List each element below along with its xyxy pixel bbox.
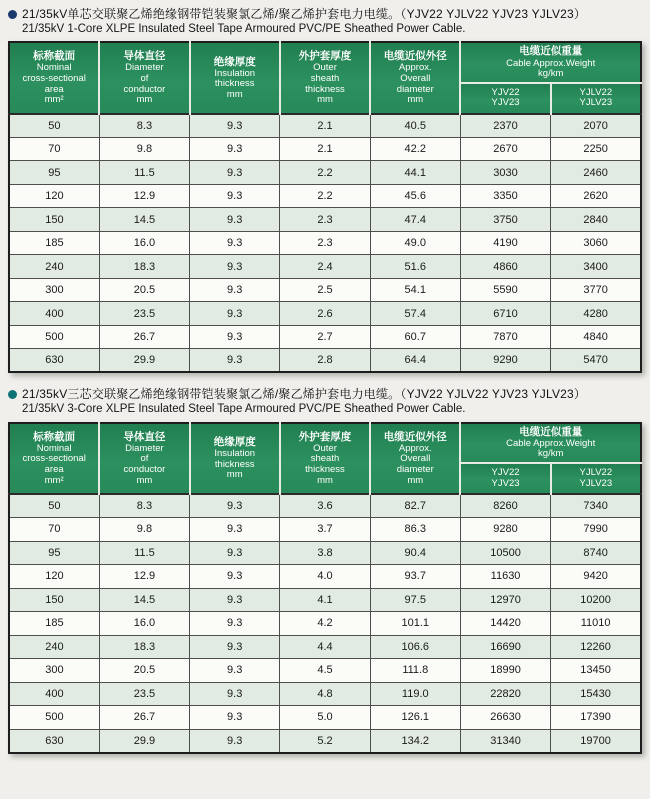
table-cell: 29.9 [99,729,189,753]
table-cell: 14.5 [99,588,189,612]
table-cell: 5.0 [280,706,370,730]
table-cell: 3400 [551,255,641,279]
table-row [9,682,641,706]
table-cell: 50 [9,494,99,518]
table-cell: 12260 [551,635,641,659]
table-cell: 2250 [551,137,641,161]
table-cell: 101.1 [370,612,460,636]
table-cell: 150 [9,208,99,232]
table-cell: 400 [9,302,99,326]
column-header-zh: 电缆近似外径 [383,50,447,63]
table-cell: 9.3 [190,588,280,612]
table-row [9,325,641,349]
table-cell: 22820 [460,682,550,706]
table-row [9,349,641,373]
table-cell: 14420 [460,612,550,636]
table-row [9,161,641,185]
table-cell: 120 [9,565,99,589]
table-cell: 50 [9,114,99,138]
table-cell: 82.7 [370,494,460,518]
table-cell: 4.8 [280,682,370,706]
table-cell: 18.3 [99,255,189,279]
table-cell: 9.3 [190,518,280,542]
table-cell: 3060 [551,231,641,255]
column-header-yjlv22 [551,463,641,494]
table-cell: 15430 [551,682,641,706]
table-cell: 23.5 [99,682,189,706]
table-cell: 11010 [551,612,641,636]
table-cell: 7870 [460,325,550,349]
column-header-conductor-diameter [99,42,189,113]
table-cell: 2460 [551,161,641,185]
table-cell: 9.3 [190,706,280,730]
column-header-en: Approx. Overall diameter mm [396,62,434,106]
table-row [9,208,641,232]
spec-table-three-core [8,422,642,754]
table-cell: 500 [9,325,99,349]
table-cell: 5.2 [280,729,370,753]
table-cell: 14.5 [99,208,189,232]
table-cell: 54.1 [370,278,460,302]
table-cell: 240 [9,255,99,279]
table-cell: 49.0 [370,231,460,255]
table-cell: 47.4 [370,208,460,232]
table-cell: 2370 [460,114,550,138]
column-header-sheath-thickness [280,423,370,494]
column-header-en: Nominal cross-sectional area mm² [22,62,86,106]
table-cell: 2.3 [280,231,370,255]
section-title [8,387,642,416]
column-header-en: Cable Approx.Weight kg/km [506,57,596,80]
table-cell: 7990 [551,518,641,542]
sub-column-label: YJLV22 YJLV23 [579,466,613,489]
table-cell: 13450 [551,659,641,683]
section-title [8,7,642,36]
column-header-en: Cable Approx.Weight kg/km [506,437,596,460]
section-three-core [8,387,642,753]
table-cell: 300 [9,659,99,683]
table-cell: 5470 [551,349,641,373]
table-header [9,42,641,113]
table-cell: 42.2 [370,137,460,161]
table-cell: 51.6 [370,255,460,279]
table-cell: 9.3 [190,541,280,565]
table-row [9,137,641,161]
table-cell: 300 [9,278,99,302]
column-header-zh: 标称截面 [33,430,76,443]
table-cell: 5590 [460,278,550,302]
table-row [9,494,641,518]
column-header-en: Diameter of conductor mm [123,442,166,486]
column-header-en: Insulation thickness mm [214,67,256,100]
column-header-en: Insulation thickness mm [214,447,256,481]
column-header-en: Outer sheath thickness mm [305,62,345,106]
column-header-nominal-area [9,423,99,494]
bullet-icon [8,10,17,19]
table-cell: 134.2 [370,729,460,753]
table-cell: 9.3 [190,184,280,208]
table-cell: 119.0 [370,682,460,706]
table-header [9,423,641,494]
table-cell: 2620 [551,184,641,208]
table-cell: 26.7 [99,325,189,349]
table-cell: 4.1 [280,588,370,612]
table-cell: 9.3 [190,137,280,161]
table-cell: 9.3 [190,114,280,138]
table-row [9,659,641,683]
table-cell: 2670 [460,137,550,161]
column-header-weight-group [460,42,641,82]
table-cell: 9.3 [190,255,280,279]
column-header-en: Approx. Overall diameter mm [396,442,434,486]
table-cell: 16.0 [99,231,189,255]
table-cell: 9.3 [190,612,280,636]
section-title-en: 21/35kV 1-Core XLPE Insulated Steel Tape Armoured PVC/PE Sheathed Power Cable. [22,23,466,35]
table-cell: 12970 [460,588,550,612]
column-header-nominal-area [9,42,99,113]
table-cell: 18.3 [99,635,189,659]
table-cell: 95 [9,161,99,185]
table-cell: 70 [9,518,99,542]
table-cell: 12.9 [99,565,189,589]
table-cell: 9.8 [99,518,189,542]
table-cell: 185 [9,612,99,636]
table-cell: 2.2 [280,184,370,208]
table-cell: 9.3 [190,494,280,518]
column-header-en: Outer sheath thickness mm [305,442,345,486]
table-cell: 10500 [460,541,550,565]
table-cell: 45.6 [370,184,460,208]
table-cell: 95 [9,541,99,565]
table-cell: 4.5 [280,659,370,683]
table-cell: 630 [9,729,99,753]
column-header-yjv22 [460,83,550,114]
table-cell: 4280 [551,302,641,326]
table-cell: 3750 [460,208,550,232]
table-cell: 97.5 [370,588,460,612]
column-header-zh: 电缆近似重量 [519,45,583,58]
column-header-weight-group [460,423,641,463]
table-cell: 6710 [460,302,550,326]
table-cell: 2.1 [280,137,370,161]
table-cell: 4.4 [280,635,370,659]
table-cell: 29.9 [99,349,189,373]
table-cell: 31340 [460,729,550,753]
table-row [9,302,641,326]
table-cell: 7340 [551,494,641,518]
table-cell: 111.8 [370,659,460,683]
table-row [9,518,641,542]
column-header-sheath-thickness [280,42,370,113]
table-cell: 16.0 [99,612,189,636]
table-cell: 150 [9,588,99,612]
table-cell: 2.3 [280,208,370,232]
table-cell: 4.0 [280,565,370,589]
table-cell: 9280 [460,518,550,542]
table-cell: 9.3 [190,565,280,589]
section-single-core [8,7,642,373]
column-header-zh: 绝缘厚度 [213,55,256,68]
table-cell: 10200 [551,588,641,612]
table-cell: 8.3 [99,114,189,138]
table-cell: 11.5 [99,161,189,185]
table-row [9,612,641,636]
table-row [9,729,641,753]
table-cell: 8260 [460,494,550,518]
column-header-insulation-thickness [190,42,280,113]
table-cell: 2070 [551,114,641,138]
table-cell: 12.9 [99,184,189,208]
section-title-zh: 21/35kV单芯交联聚乙烯绝缘钢带铠装聚氯乙烯/聚乙烯护套电力电缆。（YJV22 YJLV22 YJV23 YJLV23） [22,7,587,21]
table-cell: 9.3 [190,161,280,185]
sub-column-label: YJLV22 YJLV23 [579,86,613,109]
table-cell: 57.4 [370,302,460,326]
table-cell: 126.1 [370,706,460,730]
table-cell: 9.3 [190,682,280,706]
table-cell: 4.2 [280,612,370,636]
column-header-zh: 电缆近似外径 [383,430,447,443]
table-cell: 2.5 [280,278,370,302]
column-header-zh: 电缆近似重量 [519,425,583,438]
table-cell: 9.3 [190,659,280,683]
table-cell: 2.4 [280,255,370,279]
table-cell: 11.5 [99,541,189,565]
table-row [9,255,641,279]
table-cell: 2.6 [280,302,370,326]
column-header-zh: 外护套厚度 [298,430,352,443]
table-cell: 3770 [551,278,641,302]
table-cell: 3.8 [280,541,370,565]
column-header-zh: 绝缘厚度 [213,435,256,448]
table-row [9,565,641,589]
table-cell: 500 [9,706,99,730]
table-cell: 17390 [551,706,641,730]
table-cell: 19700 [551,729,641,753]
column-header-zh: 导体直径 [123,430,166,443]
table-cell: 400 [9,682,99,706]
table-cell: 9.8 [99,137,189,161]
table-cell: 18990 [460,659,550,683]
column-header-yjlv22 [551,83,641,114]
table-cell: 240 [9,635,99,659]
table-cell: 9.3 [190,278,280,302]
table-cell: 8740 [551,541,641,565]
column-header-yjv22 [460,463,550,494]
table-cell: 4190 [460,231,550,255]
table-cell: 120 [9,184,99,208]
sub-column-label: YJV22 YJV23 [491,466,520,489]
table-row [9,278,641,302]
table-row [9,114,641,138]
table-cell: 2.2 [280,161,370,185]
table-cell: 3.6 [280,494,370,518]
section-title-en: 21/35kV 3-Core XLPE Insulated Steel Tape Armoured PVC/PE Sheathed Power Cable. [22,403,466,416]
column-header-insulation-thickness [190,423,280,494]
spec-table-single-core [8,41,642,373]
table-cell: 9.3 [190,231,280,255]
table-cell: 106.6 [370,635,460,659]
table-cell: 8.3 [99,494,189,518]
table-cell: 40.5 [370,114,460,138]
table-row [9,541,641,565]
table-cell: 2.1 [280,114,370,138]
table-cell: 70 [9,137,99,161]
table-cell: 630 [9,349,99,373]
table-row [9,635,641,659]
table-cell: 4860 [460,255,550,279]
bullet-icon [8,390,17,399]
column-header-overall-diameter [370,42,460,113]
table-cell: 11630 [460,565,550,589]
table-cell: 4840 [551,325,641,349]
table-cell: 3.7 [280,518,370,542]
table-cell: 9.3 [190,349,280,373]
table-cell: 9.3 [190,302,280,326]
column-header-en: Nominal cross-sectional area mm² [22,442,86,486]
column-header-zh: 导体直径 [123,50,166,63]
table-body [9,494,641,753]
column-header-conductor-diameter [99,423,189,494]
column-header-zh: 标称截面 [33,50,76,63]
table-cell: 9.3 [190,325,280,349]
column-header-overall-diameter [370,423,460,494]
table-cell: 44.1 [370,161,460,185]
table-body [9,114,641,373]
table-cell: 2.8 [280,349,370,373]
table-cell: 16690 [460,635,550,659]
table-row [9,706,641,730]
table-cell: 86.3 [370,518,460,542]
table-cell: 23.5 [99,302,189,326]
table-row [9,231,641,255]
table-cell: 9.3 [190,729,280,753]
table-cell: 9290 [460,349,550,373]
column-header-zh: 外护套厚度 [298,50,352,63]
table-cell: 9.3 [190,635,280,659]
table-cell: 2.7 [280,325,370,349]
table-cell: 185 [9,231,99,255]
table-cell: 20.5 [99,659,189,683]
table-cell: 9420 [551,565,641,589]
sub-column-label: YJV22 YJV23 [491,86,520,109]
table-cell: 60.7 [370,325,460,349]
table-cell: 9.3 [190,208,280,232]
table-cell: 26.7 [99,706,189,730]
table-cell: 26630 [460,706,550,730]
table-cell: 3030 [460,161,550,185]
table-cell: 20.5 [99,278,189,302]
table-cell: 3350 [460,184,550,208]
table-cell: 90.4 [370,541,460,565]
table-cell: 93.7 [370,565,460,589]
section-title-zh: 21/35kV三芯交联聚乙烯绝缘钢带铠装聚氯乙烯/聚乙烯护套电力电缆。（YJV22 YJLV22 YJV23 YJLV23） [22,387,587,402]
table-cell: 2840 [551,208,641,232]
table-cell: 64.4 [370,349,460,373]
column-header-en: Diameter of conductor mm [123,62,166,106]
table-row [9,184,641,208]
table-row [9,588,641,612]
